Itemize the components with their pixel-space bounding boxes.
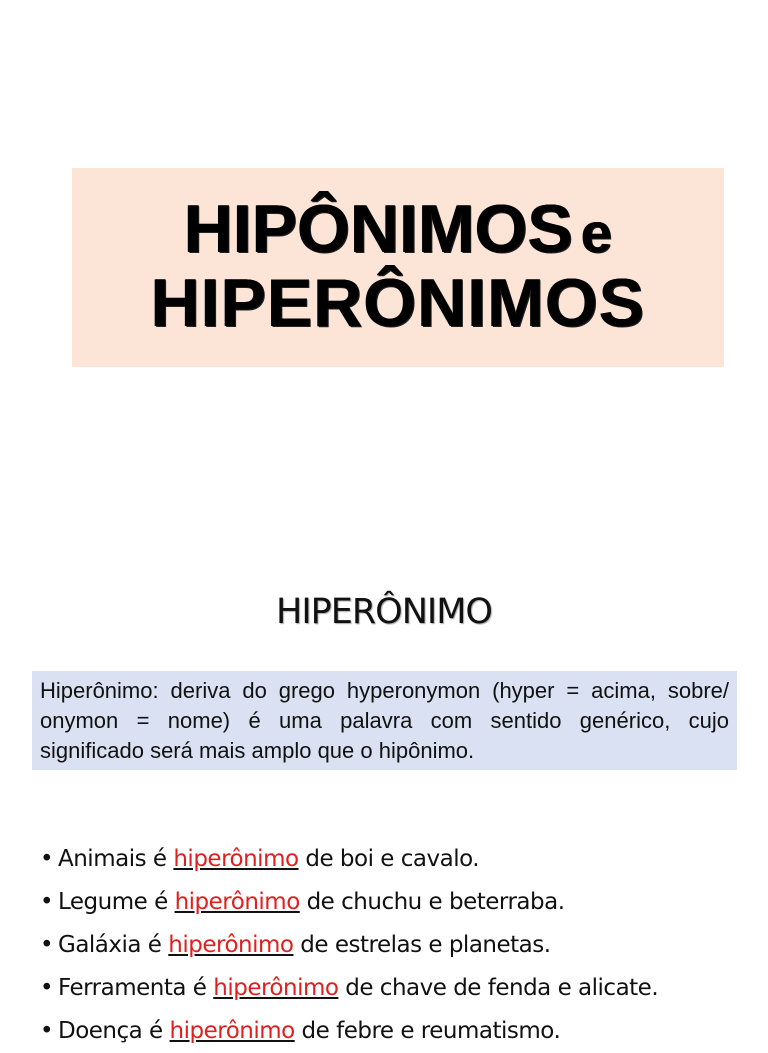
- keyword-link: hiperônimo: [173, 846, 299, 872]
- keyword-link: hiperônimo: [169, 1018, 295, 1044]
- item-rest: de febre e reumatismo.: [294, 1018, 561, 1044]
- bullet-icon: •: [40, 846, 54, 872]
- list-item: [40, 881, 760, 924]
- keyword-link: hiperônimo: [168, 932, 294, 958]
- item-subject: Galáxia é: [58, 932, 169, 958]
- definition-box: [32, 671, 737, 770]
- item-subject: Ferramenta é: [58, 975, 214, 1001]
- item-subject: Animais é: [58, 846, 174, 872]
- definition-text: Hiperônimo: deriva do grego hyperonymon (hyper = acima, sobre/ onymon = nome) é uma palavra com sentido genérico, cujo significado será mais amplo que o hipônimo.: [40, 678, 729, 763]
- bullet-icon: •: [40, 889, 54, 915]
- bullet-icon: •: [40, 932, 54, 958]
- title-word-hiponimos: HIPÔNIMOS: [183, 190, 573, 267]
- list-item: [40, 924, 760, 967]
- list-item: [40, 967, 760, 1010]
- item-subject: Legume é: [58, 889, 175, 915]
- list-item: [40, 838, 760, 881]
- section-heading: HIPERÔNIMO: [276, 592, 492, 632]
- keyword-link: hiperônimo: [174, 889, 300, 915]
- item-rest: de estrelas e planetas.: [293, 932, 551, 958]
- item-subject: Doença é: [58, 1018, 170, 1044]
- title-box: [72, 168, 724, 367]
- bullet-icon: •: [40, 975, 54, 1001]
- title-conjunction: e: [580, 200, 613, 264]
- bullet-icon: •: [40, 1018, 54, 1044]
- list-item: [40, 1010, 760, 1053]
- item-rest: de chave de fenda e alicate.: [338, 975, 659, 1001]
- title-line-1: [183, 190, 613, 267]
- example-list: [40, 838, 760, 1053]
- keyword-link: hiperônimo: [213, 975, 339, 1001]
- item-rest: de chuchu e beterraba.: [299, 889, 565, 915]
- title-line-2: HIPERÔNIMOS: [150, 264, 646, 341]
- item-rest: de boi e cavalo.: [298, 846, 480, 872]
